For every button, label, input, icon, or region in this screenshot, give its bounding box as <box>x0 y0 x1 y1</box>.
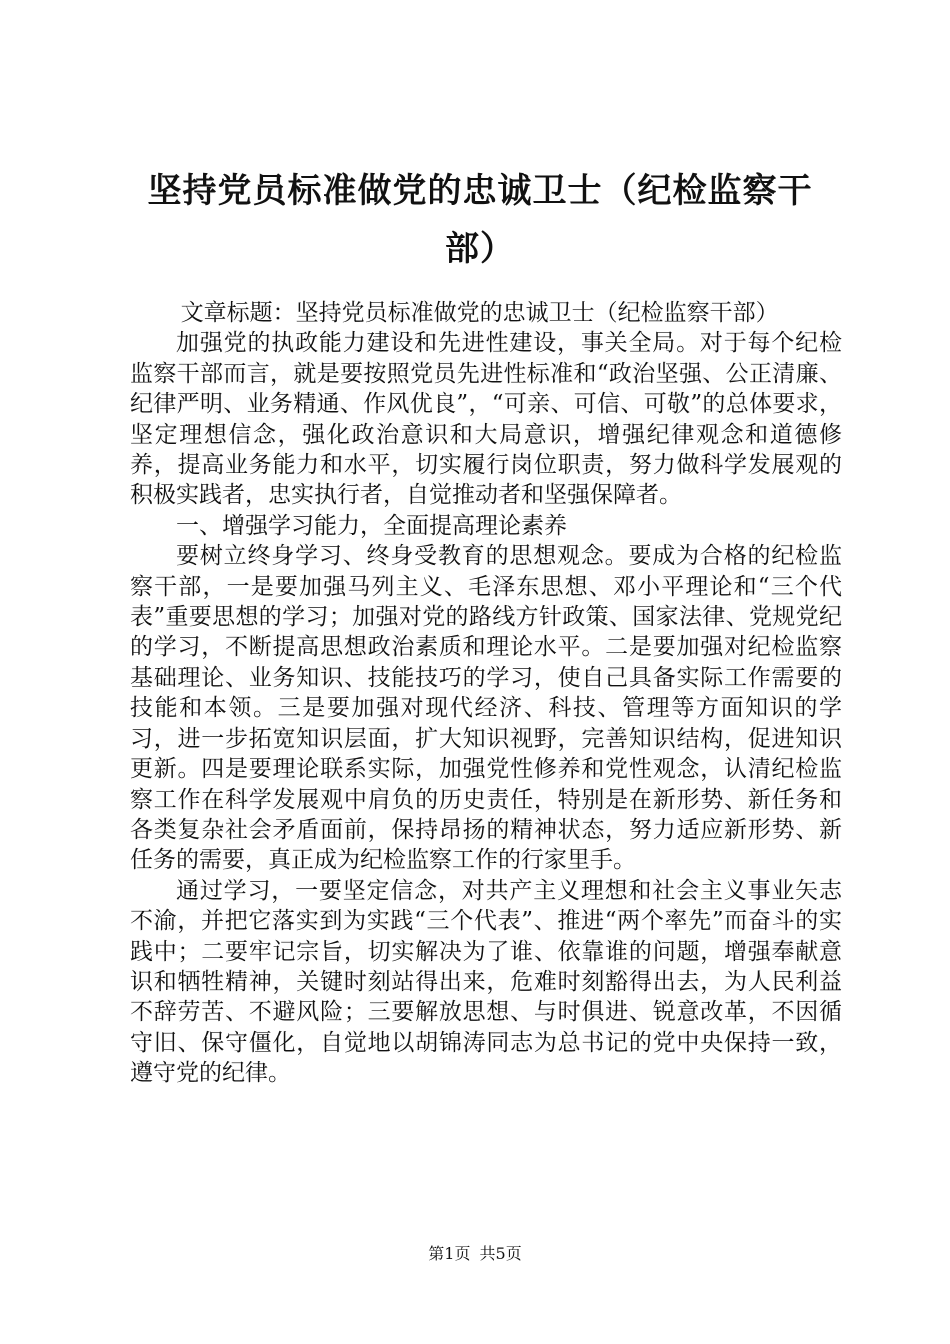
paragraph: 加强党的执政能力建设和先进性建设，事关全局。对于每个纪检监察干部而言，就是要按照党员先进性标准和“政治坚强、公正清廉、纪律严明、业务精通、作风优良”，“可亲、可信、可敬”的总体要求，坚定理想信念，强化政治意识和大局意识，增强纪律观念和道德修养，提高业务能力和水平，切实履行岗位职责，努力做科学发展观的积极实践者，忠实执行者，自觉推动者和坚强保障者。 <box>130 330 842 509</box>
section-heading: 一、增强学习能力，全面提高理论素养 <box>176 512 567 539</box>
paragraph: 通过学习，一要坚定信念，对共产主义理想和社会主义事业矢志不渝，并把它落实到为实践“三个代表”、推进“两个率先”而奋斗的实践中；二要牢记宗旨，切实解决为了谁、依靠谁的问题，增强奉献意识和牺牲精神，关键时刻站得出来，危难时刻豁得出去，为人民利益不辞劳苦、不避风险；三要解放思想、与时俱进、锐意改革，不因循守旧、保守僵化，自觉地以胡锦涛同志为总书记的党中央保持一致，遵守党的纪律。 <box>130 877 842 1087</box>
page-footer <box>0 1244 950 1264</box>
article-title-line: 文章标题：坚持党员标准做党的忠诚卫士（纪检监察干部） <box>180 300 779 326</box>
paragraph: 要树立终身学习、终身受教育的思想观念。要成为合格的纪检监察干部，一是要加强马列主义、毛泽东思想、邓小平理论和“三个代表”重要思想的学习；加强对党的路线方针政策、国家法律、党规党纪的学习，不断提高思想政治素质和理论水平。二是要加强对纪检监察基础理论、业务知识、技能技巧的学习，使自己具备实际工作需要的技能和本领。三是要加强对现代经济、科技、管理等方面知识的学习，进一步拓宽知识层面，扩大知识视野，完善知识结构，促进知识更新。四是要理论联系实际，加强党性修养和党性观念，认清纪检监察工作在科学发展观中肩负的历史责任，特别是在新形势、新任务和各类复杂社会矛盾面前，保持昂扬的精神状态，努力适应新形势、新任务的需要，真正成为纪检监察工作的行家里手。 <box>130 543 842 874</box>
page-total: 共5页 <box>479 1244 522 1263</box>
document-body <box>130 298 842 1089</box>
page-number: 第1页 <box>428 1244 471 1263</box>
document-title: 坚持党员标准做党的忠诚卫士（纪检监察干部） <box>147 171 813 269</box>
